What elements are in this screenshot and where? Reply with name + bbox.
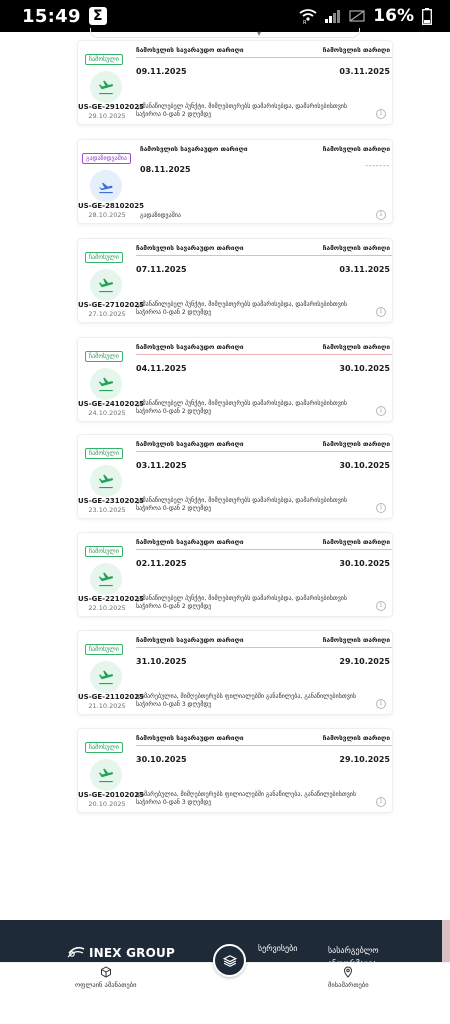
nav-addresses-label: მისამართები <box>328 981 369 989</box>
expected-arrival-label: ჩამოსვლის სავარაუდო თარიღი <box>136 538 244 546</box>
status-badge: ჩამოსული <box>85 252 123 263</box>
wifi-call-icon <box>299 8 317 24</box>
parcels-fab-button[interactable] <box>213 944 246 977</box>
arrival-date-label: ჩამოსვლის თარიღი <box>322 343 390 351</box>
status-badge: ჩამოსული <box>85 742 123 753</box>
svg-text:R: R <box>303 20 307 24</box>
arrival-date-label: ჩამოსვლის თარიღი <box>322 440 390 448</box>
chevron-down-icon[interactable]: ▾ <box>257 29 262 38</box>
expected-arrival-label: ჩამოსვლის სავარაუდო თარიღი <box>136 244 244 252</box>
signal-icon <box>325 9 341 23</box>
expected-arrival-label: ჩამოსვლის სავარაუდო თარიღი <box>136 734 244 742</box>
parcel-code: US-GE-20102025 <box>78 791 145 799</box>
parcel-created-date: 23.10.2025 <box>88 506 126 514</box>
status-badge: ჩამოსული <box>85 546 123 557</box>
arrival-date-value: 29.10.2025 <box>339 755 390 764</box>
logo-text: INEX GROUP <box>89 946 175 960</box>
parcel-card[interactable] <box>77 532 393 617</box>
info-icon[interactable]: i <box>376 406 386 416</box>
package-icon <box>100 966 112 978</box>
plane-landing-icon <box>90 465 122 497</box>
parcel-status-description: გადაზიდვაშია <box>140 212 181 219</box>
inex-logo-icon <box>66 945 86 961</box>
side-tab[interactable] <box>442 920 450 962</box>
footer-info-link[interactable]: სასარგებლო <box>328 946 379 955</box>
arrival-date-label: ჩამოსვლის თარიღი <box>322 46 390 54</box>
info-icon[interactable]: i <box>376 109 386 119</box>
status-badge: გადაზიდვაშია <box>82 153 131 164</box>
arrival-date-value: 30.10.2025 <box>339 461 390 470</box>
arrival-date-value: 29.10.2025 <box>339 657 390 666</box>
parcel-card[interactable] <box>77 337 393 422</box>
nav-offline-parcels-label: ოფლაინ ამანათები <box>75 981 137 989</box>
status-time: 15:49 <box>22 5 81 27</box>
parcel-status-description: დამარებულია, მიმღებთერებს ფილიალებში განაწილება, განაწილებისთვის საჭიროა 0-დან 3 დღემდე <box>136 791 357 806</box>
parcel-code: US-GE-24102025 <box>78 400 145 408</box>
expected-arrival-value: 31.10.2025 <box>136 657 187 666</box>
info-icon[interactable]: i <box>376 797 386 807</box>
footer-services-link[interactable]: სერვისები <box>258 944 298 953</box>
expected-arrival-label: ჩამოსვლის სავარაუდო თარიღი <box>136 440 244 448</box>
no-sim-icon <box>349 9 365 23</box>
expected-arrival-label: ჩამოსვლის სავარაუდო თარიღი <box>136 46 244 54</box>
expected-arrival-value: 04.11.2025 <box>136 364 187 373</box>
expected-arrival-label: ჩამოსვლის სავარაუდო თარიღი <box>136 636 244 644</box>
arrival-date-label: ჩამოსვლის თარიღი <box>322 734 390 742</box>
divider <box>136 451 392 452</box>
divider <box>136 549 392 550</box>
expected-arrival-value: 30.10.2025 <box>136 755 187 764</box>
status-badge: ჩამოსული <box>85 351 123 362</box>
arrival-date-value: 03.11.2025 <box>339 67 390 76</box>
expected-arrival-value: 07.11.2025 <box>136 265 187 274</box>
parcel-card[interactable] <box>77 139 393 224</box>
location-pin-icon <box>342 966 354 978</box>
expected-arrival-value: 02.11.2025 <box>136 559 187 568</box>
arrival-date-value: ------- <box>365 162 390 170</box>
inex-group-logo[interactable] <box>66 945 175 961</box>
parcel-status-description: გამანაწილებელ პუნქტი, მიმღებთერებს დამარისებდა, დამარისებისთვის საჭიროა 0-დან 2 დღემდე <box>136 103 348 118</box>
plane-landing-icon <box>90 71 122 103</box>
parcel-card[interactable] <box>77 728 393 813</box>
plane-landing-icon <box>90 759 122 791</box>
parcel-code: US-GE-27102025 <box>78 301 145 309</box>
expected-arrival-label: ჩამოსვლის სავარაუდო თარიღი <box>136 343 244 351</box>
plane-landing-icon <box>90 661 122 693</box>
arrival-date-label: ჩამოსვლის თარიღი <box>322 145 390 153</box>
plane-landing-icon <box>90 563 122 595</box>
system-nav-bar <box>0 1000 450 1024</box>
arrival-date-value: 30.10.2025 <box>339 364 390 373</box>
layers-icon <box>223 954 237 968</box>
divider <box>136 354 392 355</box>
divider <box>136 255 392 256</box>
parcel-status-description: გამანაწილებელ პუნქტი, მიმღებთერებს დამარისებდა, დამარისებისთვის საჭიროა 0-დან 2 დღემდე <box>136 497 348 512</box>
parcel-card[interactable] <box>77 40 393 125</box>
parcel-created-date: 27.10.2025 <box>88 310 126 318</box>
battery-percent: 16% <box>373 6 414 26</box>
divider <box>136 745 392 746</box>
battery-icon <box>422 8 432 25</box>
nav-offline-parcels[interactable] <box>75 966 136 989</box>
status-badge: ჩამოსული <box>85 644 123 655</box>
plane-landing-icon <box>90 269 122 301</box>
status-badge: ჩამოსული <box>85 448 123 459</box>
status-badge: ჩამოსული <box>85 54 123 65</box>
parcel-card[interactable] <box>77 238 393 323</box>
parcel-code: US-GE-22102025 <box>78 595 145 603</box>
parcel-created-date: 29.10.2025 <box>88 112 126 120</box>
expected-arrival-value: 09.11.2025 <box>136 67 187 76</box>
status-icons <box>299 6 432 26</box>
info-icon[interactable]: i <box>376 307 386 317</box>
expected-arrival-value: 08.11.2025 <box>140 165 191 174</box>
parcel-card[interactable] <box>77 630 393 715</box>
parcel-code: US-GE-21102025 <box>78 693 145 701</box>
arrival-date-value: 03.11.2025 <box>339 265 390 274</box>
parcel-code: US-GE-29102025 <box>78 103 145 111</box>
plane-departure-icon <box>90 170 122 202</box>
parcel-card[interactable] <box>77 434 393 519</box>
parcel-created-date: 22.10.2025 <box>88 604 126 612</box>
expected-arrival-label: ჩამოსვლის სავარაუდო თარიღი <box>140 145 248 153</box>
info-icon[interactable]: i <box>376 699 386 709</box>
divider <box>136 57 392 58</box>
parcel-created-date: 28.10.2025 <box>88 211 126 219</box>
parcel-created-date: 24.10.2025 <box>88 409 126 417</box>
parcel-status-description: გამანაწილებელ პუნქტი, მიმღებთერებს დამარისებდა, დამარისებისთვის საჭიროა 0-დან 2 დღემდე <box>136 595 348 610</box>
info-icon[interactable]: i <box>376 601 386 611</box>
info-icon[interactable]: i <box>376 503 386 513</box>
app-notification-icon: Σ <box>89 7 107 25</box>
arrival-date-label: ჩამოსვლის თარიღი <box>322 244 390 252</box>
arrival-date-label: ჩამოსვლის თარიღი <box>322 538 390 546</box>
parcel-status-description: გამანაწილებელ პუნქტი, მიმღებთერებს დამარისებდა, დამარისებისთვის საჭიროა 0-დან 2 დღემდე <box>136 301 348 316</box>
arrival-date-label: ჩამოსვლის თარიღი <box>322 636 390 644</box>
arrival-date-value: 30.10.2025 <box>339 559 390 568</box>
plane-landing-icon <box>90 368 122 400</box>
divider <box>136 647 392 648</box>
info-icon[interactable]: i <box>376 210 386 220</box>
nav-addresses[interactable] <box>328 966 369 989</box>
parcel-status-description: დამარებულია, მიმღებთერებს ფილიალებში განაწილება, განაწილებისთვის საჭიროა 0-დან 3 დღემდე <box>136 693 357 708</box>
parcel-created-date: 20.10.2025 <box>88 800 126 808</box>
parcel-created-date: 21.10.2025 <box>88 702 126 710</box>
parcel-status-description: გამანაწილებელ პუნქტი, მიმღებთერებს დამარისებდა, დამარისებისთვის საჭიროა 0-დან 2 დღემდე <box>136 400 348 415</box>
parcel-code: US-GE-23102025 <box>78 497 145 505</box>
expected-arrival-value: 03.11.2025 <box>136 461 187 470</box>
parcel-code: US-GE-28102025 <box>78 202 145 210</box>
search-bar-outline[interactable] <box>90 28 360 38</box>
